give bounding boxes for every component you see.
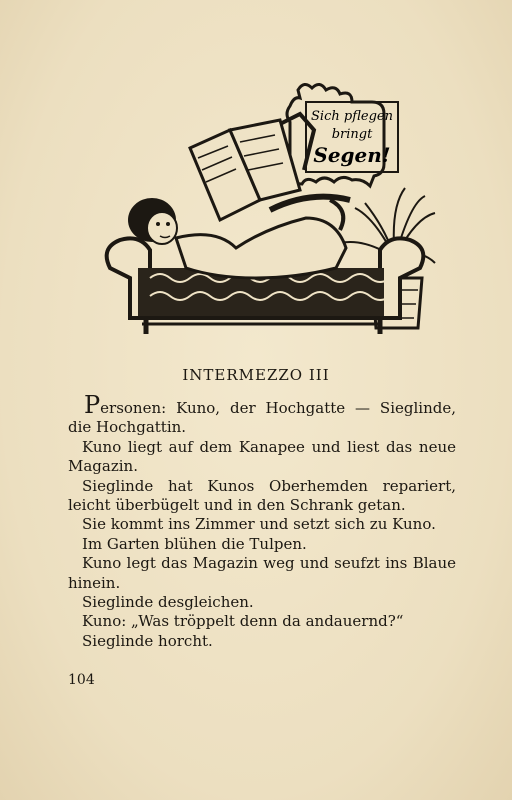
paragraph: Sieglinde desgleichen.: [82, 593, 254, 612]
page-number: 104: [68, 672, 95, 688]
woodcut-illustration: [90, 78, 440, 340]
decorative-sign: [287, 84, 398, 186]
paragraph: Kuno legt das Magazin weg und seufzt ins Blaue hinein.: [68, 554, 456, 592]
paragraph: Kuno: „Was tröppelt denn da andauernd?“: [82, 612, 404, 631]
sign-line-2: bringt: [331, 127, 373, 142]
paragraph: Personen: Kuno, der Hochgatte — Sieglinde, die Hochgattin.: [68, 391, 456, 437]
paragraph: Sieglinde horcht.: [82, 631, 213, 650]
body-text: [68, 391, 456, 651]
chapter-heading: INTERMEZZO III: [182, 366, 330, 384]
paragraph: Kuno liegt auf dem Kanapee und liest das neue Magazin.: [68, 437, 456, 476]
paragraph: Im Garten blühen die Tulpen.: [82, 534, 307, 553]
paragraph: Sie kommt ins Zimmer und setzt sich zu Kuno.: [82, 515, 436, 534]
paragraph: Sieglinde hat Kunos Oberhemden repariert, leicht überbügelt und in den Schrank getan.: [68, 476, 456, 515]
sign-line-1: Sich pflegen: [311, 109, 393, 124]
sign-line-3: Segen!: [313, 143, 391, 167]
drop-cap: P: [84, 391, 101, 419]
